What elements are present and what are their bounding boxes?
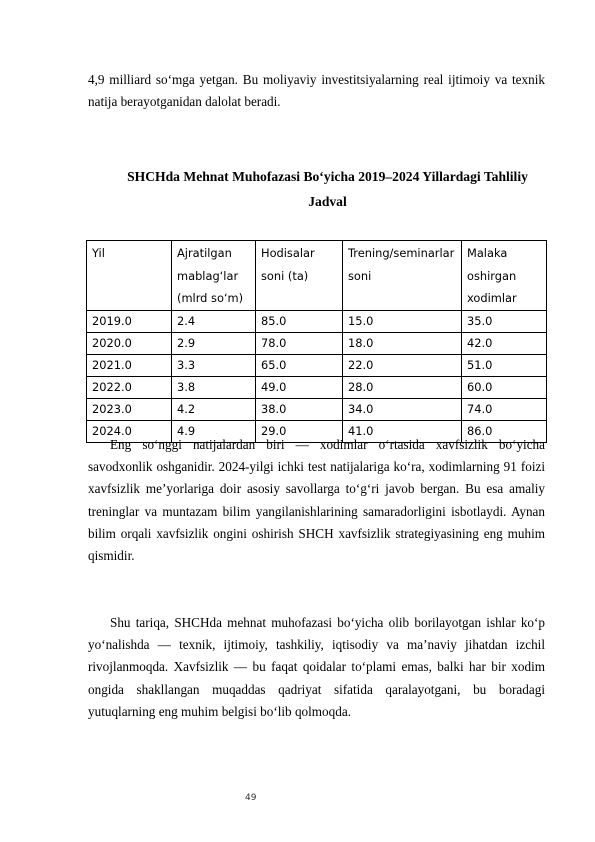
cell-incidents: 29.0 bbox=[256, 421, 343, 443]
cell-year: 2020.0 bbox=[87, 333, 172, 355]
header-year: Yil bbox=[87, 241, 172, 311]
cell-funds: 2.4 bbox=[172, 311, 256, 333]
analysis-table bbox=[86, 240, 547, 443]
cell-year: 2022.0 bbox=[87, 377, 172, 399]
cell-incidents: 85.0 bbox=[256, 311, 343, 333]
cell-year: 2023.0 bbox=[87, 399, 172, 421]
cell-funds: 4.9 bbox=[172, 421, 256, 443]
cell-trainings: 28.0 bbox=[343, 377, 462, 399]
cell-funds: 3.3 bbox=[172, 355, 256, 377]
cell-qualified-staff: 42.0 bbox=[462, 333, 547, 355]
table-header-row bbox=[87, 241, 547, 311]
table-row bbox=[87, 333, 547, 355]
cell-funds: 4.2 bbox=[172, 399, 256, 421]
cell-year: 2019.0 bbox=[87, 311, 172, 333]
cell-trainings: 34.0 bbox=[343, 399, 462, 421]
body-paragraph-1: Eng so‘nggi natijalardan biri — xodimlar o‘rtasida xavfsizlik bo‘yicha savodxonlik oshganidir. 2024-yilgi ichki test natijalariga ko‘ra, xodimlarning 91 foizi xavfsizlik me’yorlariga doir asosiy savollarga to‘g‘ri javob bergan. Bu esa amaliy treninglar va muntazam bilim yangilanishlarining samaradorligini isbotlaydi. Aynan bilim orqali xavfsizlik ongini oshirish SHCH xavfsizlik strategiyasining eng muhim qismidir. bbox=[88, 437, 545, 564]
intro-paragraph: 4,9 milliard so‘mga yetgan. Bu moliyaviy investitsiyalarning real ijtimoiy va texnik natija berayotganidan dalolat beradi. bbox=[88, 72, 545, 110]
cell-qualified-staff: 51.0 bbox=[462, 355, 547, 377]
cell-trainings: 41.0 bbox=[343, 421, 462, 443]
cell-year: 2024.0 bbox=[87, 421, 172, 443]
cell-trainings: 15.0 bbox=[343, 311, 462, 333]
table-row bbox=[87, 399, 547, 421]
cell-qualified-staff: 35.0 bbox=[462, 311, 547, 333]
cell-trainings: 18.0 bbox=[343, 333, 462, 355]
cell-funds: 2.9 bbox=[172, 333, 256, 355]
cell-incidents: 65.0 bbox=[256, 355, 343, 377]
header-qualified-staff: Malaka oshirgan xodimlar bbox=[462, 241, 547, 311]
cell-incidents: 78.0 bbox=[256, 333, 343, 355]
cell-incidents: 38.0 bbox=[256, 399, 343, 421]
cell-qualified-staff: 86.0 bbox=[462, 421, 547, 443]
cell-year: 2021.0 bbox=[87, 355, 172, 377]
cell-trainings: 22.0 bbox=[343, 355, 462, 377]
body-paragraph-2: Shu tariqa, SHCHda mehnat muhofazasi bo‘yicha olib borilayotgan ishlar ko‘p yo‘nalishda — texnik, ijtimoiy, tashkiliy, iqtisodiy va ma’naviy jihatdan izchil rivojlanmoqda. Xavfsizlik — bu faqat qoidalar to‘plami emas, balki har bir xodim ongida shakllangan muqaddas qadriyat sifatida qaralayotgani, bu boradagi yutuqlarning eng muhim belgisi bo‘lib qolmoqda. bbox=[88, 615, 545, 719]
table-row bbox=[87, 377, 547, 399]
cell-qualified-staff: 60.0 bbox=[462, 377, 547, 399]
header-trainings: Trening/seminarlar soni bbox=[343, 241, 462, 311]
table-row bbox=[87, 355, 547, 377]
cell-funds: 3.8 bbox=[172, 377, 256, 399]
page-number: 49 bbox=[245, 793, 257, 803]
cell-qualified-staff: 74.0 bbox=[462, 399, 547, 421]
table-title: SHCHda Mehnat Muhofazasi Bo‘yicha 2019–2024 Yillardagi Tahliliy Jadval bbox=[127, 169, 528, 209]
header-incidents: Hodisalar soni (ta) bbox=[256, 241, 343, 311]
table-row bbox=[87, 311, 547, 333]
header-funds: Ajratilgan mablag‘lar (mlrd so‘m) bbox=[172, 241, 256, 311]
cell-incidents: 49.0 bbox=[256, 377, 343, 399]
